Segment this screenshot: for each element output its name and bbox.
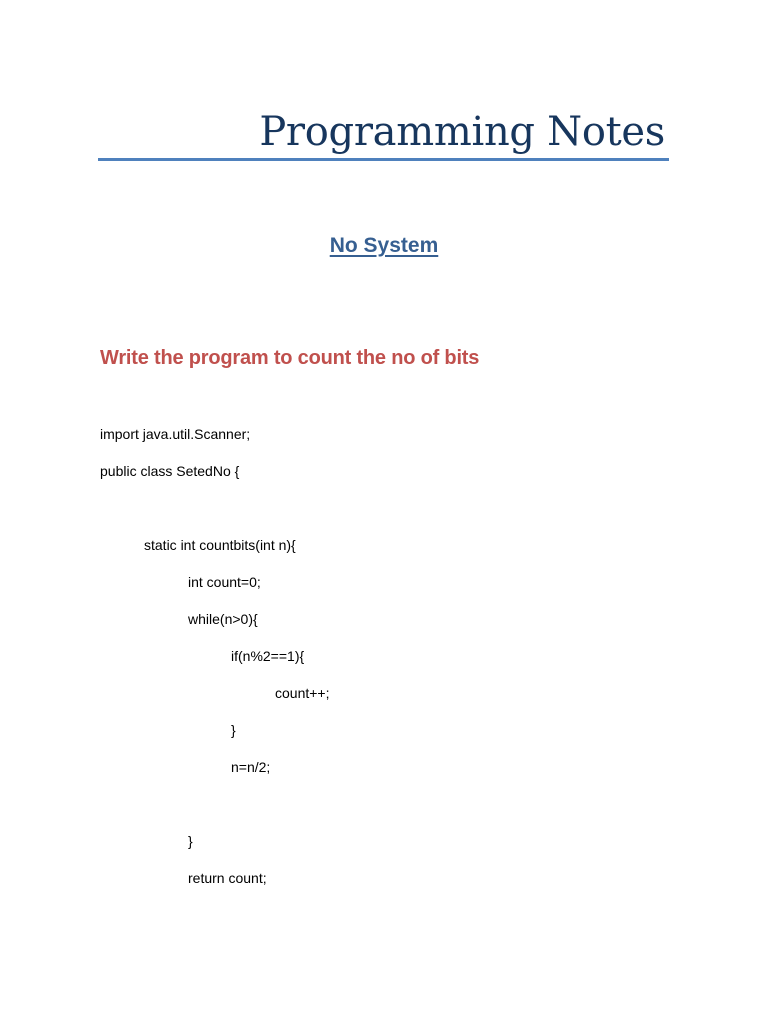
code-line: count++; [275, 685, 330, 701]
section-subtitle: No System [329, 234, 439, 257]
title-underline-rule [98, 158, 669, 161]
code-line: int count=0; [188, 574, 261, 590]
document-title: Programming Notes [259, 109, 665, 155]
code-line: } [188, 833, 193, 849]
code-line: } [231, 722, 236, 738]
code-line: return count; [188, 870, 267, 886]
code-line: static int countbits(int n){ [144, 537, 296, 553]
code-line: while(n>0){ [188, 611, 258, 627]
code-line: public class SetedNo { [100, 463, 240, 479]
code-line: import java.util.Scanner; [100, 426, 251, 442]
code-line: n=n/2; [231, 759, 271, 775]
code-line: if(n%2==1){ [231, 648, 305, 664]
question-heading: Write the program to count the no of bits [100, 347, 480, 369]
